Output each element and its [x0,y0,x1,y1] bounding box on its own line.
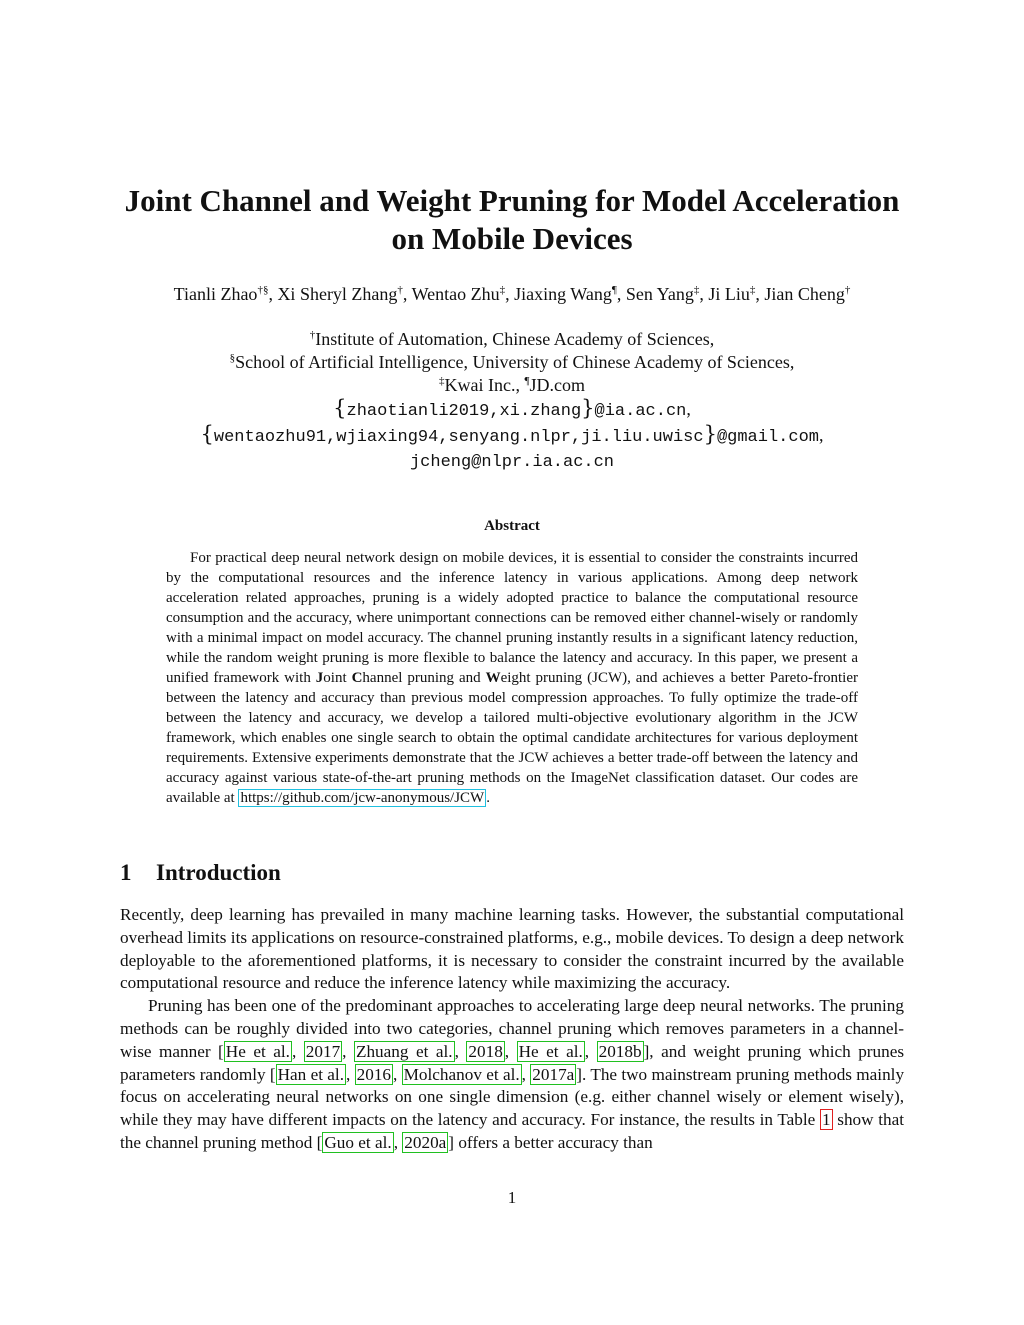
affiliation-text: Kwai Inc., [444,375,525,395]
abstract-text: eight pruning (JCW), and achieves a better Pareto-frontier between the latency and accuracy than previous model compression approaches. To fully optimize the trade-off between the latency and accuracy, we develop a tailored multi-objective evolutionary algorithm in the JCW framework, which enables one single search to obtain the optimal candidate architectures for various deployment requirements. Extensive experiments demonstrate that the JCW achieves a better trade-off between the latency and accuracy against various state-of-the-art pruning methods on the ImageNet classification dataset. Our codes are available at [166,670,858,806]
email-domain: @gmail.com [716,428,819,447]
citation-link[interactable]: 2017 [305,1041,341,1061]
body-text: show that the channel pruning method [ [120,1110,905,1152]
author-name: Jiaxing Wang [514,284,612,304]
affiliation-line [60,351,964,374]
author-mark: ¶ [611,284,617,296]
affiliation-line [60,328,964,351]
author-mark: ‡ [499,284,506,296]
email-text: jcheng@nlpr.ia.ac.cn [409,453,615,472]
author-name: Ji Liu [708,284,750,304]
bold-letter: W [485,670,501,686]
author-list: Tianli Zhao†§, Xi Sheryl Zhang†, Wentao Zhu‡, Jiaxing Wang¶, Sen Yang‡, Ji Liu‡, Jian Cheng† [173,284,851,304]
affiliation-text: School of Artificial Intelligence, University of Chinese Academy of Sciences, [235,352,795,372]
citation-link[interactable]: He et al. [518,1041,583,1061]
paper-title [100,182,924,258]
author-name: Jian Cheng [764,284,845,304]
title-line-1: Joint Channel and Weight Pruning for Model Acceleration [124,183,900,218]
section-title: Introduction [156,860,281,885]
bold-letter: J [315,670,324,686]
affiliation-mark: ¶ [524,375,530,387]
section-number: 1 [120,860,132,885]
email-line: {zhaotianli2019,xi.zhang}@ia.ac.cn, [333,396,691,421]
affiliation-mark: § [229,352,236,364]
email-text: zhaotianli2019,xi.zhang [346,402,582,421]
abstract-body [166,548,858,808]
abstract-text: For practical deep neural network design on mobile devices, it is essential to consider the constraints incurred by the computational resources and the inference latency in various applications. Among deep network acceleration related approaches, pruning is a widely adopted practice to balance the computational resource consumption and the accuracy, where unimportant connections can be removed either channel-wisely or randomly with a minimal impact on model accuracy. The channel pruning instantly results in a significant latency reduction, while the random weight pruning is more flexible to balance the latency and accuracy. In this paper, we present a unified framework with [166,550,858,686]
affiliation-text: JD.com [529,375,585,395]
author-mark: ‡ [749,284,756,296]
body-text: ]. The two mainstream pruning methods mainly focus on accelerating neural networks on one single dimension (e.g. either channel wisely or element wisely), while they may have different impacts on the latency and accuracy. For instance, the results in Table [120,1064,905,1130]
affiliation-text: Institute of Automation, Chinese Academy of Sciences, [315,329,715,349]
email-line: {wentaozhu91,wjiaxing94,senyang.nlpr,ji.liu.uwisc}@gmail.com, [200,422,824,447]
email-text: wentaozhu91,wjiaxing94,senyang.nlpr,ji.liu.uwisc [213,428,704,447]
paragraph: Recently, deep learning has prevailed in many machine learning tasks. However, the substantial computational overhead limits its applications on resource-constrained platforms, e.g., mobile devices. To design a deep network deployable to the aforementioned platforms, it is necessary to consider the constraint incurred by the available computational resource and reduce the inference latency while maximizing the accuracy. [120,905,904,993]
author-name: Tianli Zhao [173,284,258,304]
citation-link[interactable]: 2018 [468,1041,503,1061]
author-mark: † [844,284,851,296]
author-mark: †§ [257,284,269,296]
affiliation-mark: † [309,329,316,341]
email-line [60,449,964,474]
author-name: Sen Yang [625,284,694,304]
abstract-text: oint [323,670,352,686]
citation-link[interactable]: Molchanov et al. [403,1064,520,1084]
author-mark: ‡ [693,284,700,296]
abstract-text: hannel pruning and [362,670,486,686]
author-name: Xi Sheryl Zhang [277,284,398,304]
title-line-2: on Mobile Devices [391,221,633,256]
paragraph: Pruning has been one of the predominant approaches to accelerating large deep neural networks. The pruning methods can be roughly divided into two categories, channel pruning which removes parameters in a channel-wise manner [ He et al. , 2017 , Zhuang et al. , 2018 , He et al. , 2018b ], and weight pruning which prunes parameters randomly [ Han et al. , 2016 , Molchanov et al. , 2017a ]. The two mainstream pruning methods mainly focus on accelerating neural networks on one single dimension (e.g. either channel wisely or element wisely), while they may have different impacts on the latency and accuracy. For instance, the results in Table 1 show that the channel pruning method [ Guo et al. , 2020a ] offers a better accuracy than [120,996,905,1152]
citation-link[interactable]: 2020a [404,1132,447,1152]
author-name: Wentao Zhu [411,284,500,304]
table-reference-link[interactable]: 1 [821,1110,831,1130]
email-domain: @ia.ac.cn [594,402,687,421]
section-heading [120,858,281,888]
body-text: Pruning has been one of the predominant approaches to accelerating large deep neural networks. The pruning methods can be roughly divided into two categories, channel pruning which removes parameters in a channel-wise manner [ [120,996,904,1061]
introduction-body [120,904,904,1155]
author-mark: † [397,284,403,296]
citation-link[interactable]: Han et al. [277,1064,344,1084]
citation-link[interactable]: Zhuang et al. [355,1041,453,1061]
page-number: 1 [507,1188,517,1207]
citation-link[interactable]: 2016 [356,1064,391,1084]
abstract-text: . [486,790,490,806]
code-url-link[interactable]: https://github.com/jcw-anonymous/JCW [240,790,485,806]
body-text: ], and weight pruning which prunes parameters randomly [ [120,1041,905,1084]
citation-link[interactable]: He et al. [225,1041,290,1061]
citation-link[interactable]: 2017a [532,1064,575,1084]
citation-link[interactable]: 2018b [598,1041,642,1061]
affiliation-line [60,374,964,397]
affiliation-mark: ‡ [439,375,445,387]
affiliations [60,328,964,474]
body-text: ] offers a better accuracy than [448,1132,653,1152]
bold-letter: C [351,670,363,686]
abstract-heading: Abstract [484,518,540,534]
citation-link[interactable]: Guo et al. [324,1132,392,1152]
